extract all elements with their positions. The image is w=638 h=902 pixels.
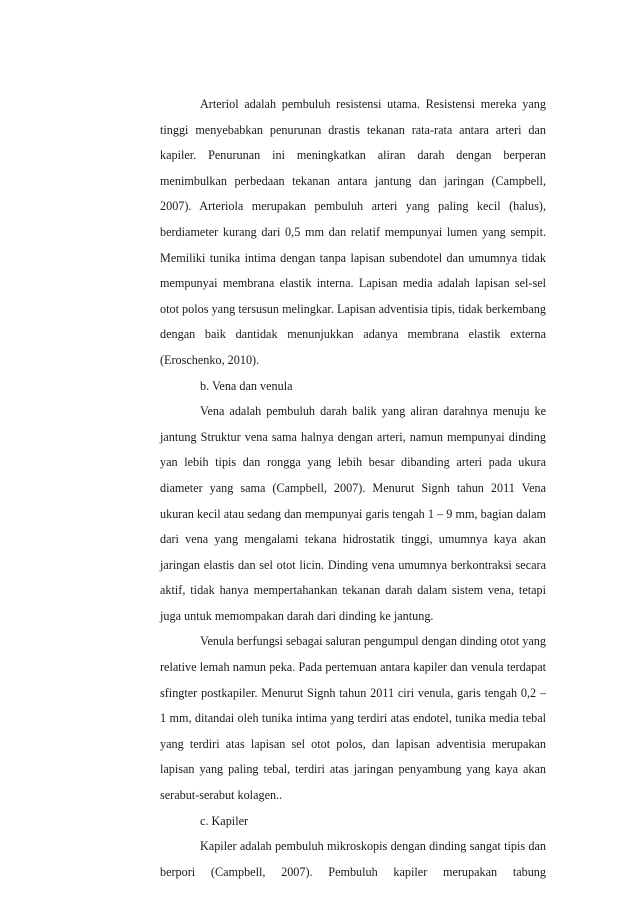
paragraph-venula: Venula berfungsi sebagai saluran pengumpul dengan dinding otot yang relative lemah namun peka. Pada pertemuan antara kapiler dan venula terdapat sfingter postkapiler. Menurut Signh tahun 2011 ciri venula, garis tengah 0,2 – 1 mm, ditandai oleh tunika intima yang terdiri atas endotel, tunika media tebal yang terdiri atas lapisan sel otot polos, dan lapisan adventisia merupakan lapisan yang paling tebal, terdiri atas jaringan penyambung yang kaya akan serabut-serabut kolagen..: [160, 634, 546, 803]
page-body: [160, 92, 546, 885]
paragraph-arteriol: Arteriol adalah pembuluh resistensi utama. Resistensi mereka yang tinggi menyebabkan penurunan drastis tekanan rata-rata antara arteri dan kapiler. Penurunan ini meningkatkan aliran darah dengan berperan menimbulkan perbedaan tekanan antara jantung dan jaringan (Campbell, 2007). Arteriola merupakan pembuluh arteri yang paling kecil (halus), berdiameter kurang dari 0,5 mm dan relatif mempunyai lumen yang sempit. Memiliki tunika intima dengan tanpa lapisan subendotel dan umumnya tidak mempunyai membrana elastik interna. Lapisan media adalah lapisan sel-sel otot polos yang tersusun melingkar. Lapisan adventisia tipis, tidak berkembang dengan baik dantidak menunjukkan adanya membrana elastik externa (Eroschenko, 2010).: [160, 97, 546, 367]
paragraph-kapiler: Kapiler adalah pembuluh mikroskopis dengan dinding sangat tipis dan berpori (Campbell, 2007). Pembuluh kapiler merupakan tabung: [160, 839, 546, 879]
heading-vena-dan-venula: b. Vena dan venula: [200, 378, 293, 393]
heading-kapiler: c. Kapiler: [200, 813, 249, 828]
paragraph-vena: Vena adalah pembuluh darah balik yang aliran darahnya menuju ke jantung Struktur vena sama halnya dengan arteri, namun mempunyai dinding yan lebih tipis dan rongga yang lebih besar dibanding arteri pada ukura diameter yang sama (Campbell, 2007). Menurut Signh tahun 2011 Vena ukuran kecil atau sedang dan mempunyai garis tengah 1 – 9 mm, bagian dalam dari vena yang mengalami tekana hidrostatik tinggi, umumnya kaya akan jaringan elastis dan sel otot licin. Dinding vena umumnya berkontraksi secara aktif, tidak hanya mempertahankan tekanan darah dalam sistem vena, tetapi juga untuk memompakan darah dari dinding ke jantung.: [160, 404, 546, 623]
